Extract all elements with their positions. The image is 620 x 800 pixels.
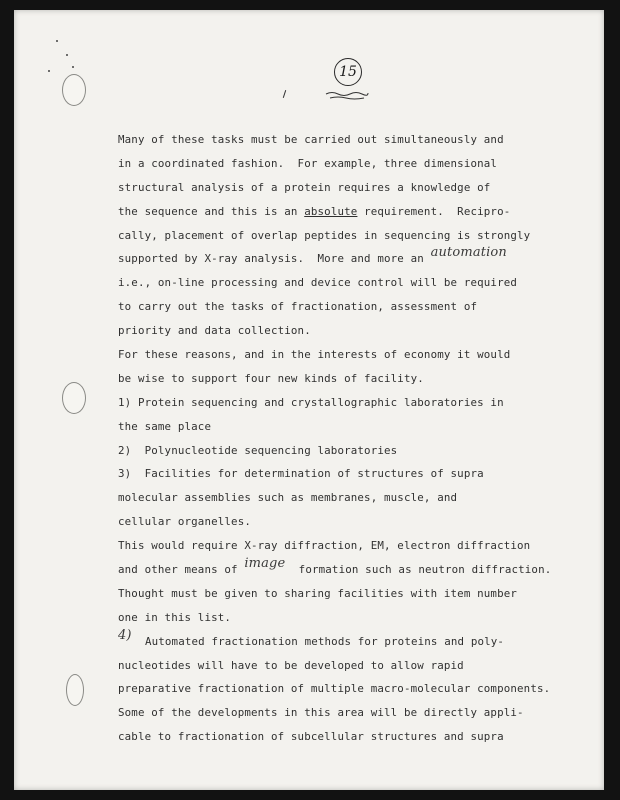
pen-tick (283, 90, 286, 98)
punch-hole-bottom (66, 674, 84, 706)
text-line: molecular assemblies such as membranes, muscle, and (118, 491, 458, 505)
text-segment: and other means of (118, 563, 245, 577)
handwritten-mark (324, 90, 370, 100)
handwritten-insert: image (244, 556, 286, 572)
text-line: the same place (118, 419, 212, 433)
text-line: i.e., on-line processing and device control will be required (118, 276, 518, 290)
handwritten-insert: automation (430, 245, 507, 261)
text-segment: requirement. Recipro- (357, 204, 511, 218)
document-page (14, 10, 604, 790)
text-line: cable to fractionation of subcellular structures and supra (118, 730, 504, 744)
text-segment: formation such as neutron diffraction. (285, 563, 552, 577)
text-line (118, 247, 588, 271)
text-line: priority and data collection. (118, 324, 311, 338)
typed-body-text (118, 128, 588, 749)
text-line: in a coordinated fashion. For example, three dimensional (118, 156, 498, 170)
text-line: For these reasons, and in the interests of economy it would (118, 348, 511, 362)
text-segment: supported by X-ray analysis. More and more an (118, 252, 431, 266)
text-line: 3) Facilities for determination of structures of supra (118, 467, 484, 481)
punch-hole-top (62, 74, 86, 106)
speck (72, 66, 74, 68)
text-line: Some of the developments in this area will be directly appli- (118, 706, 524, 720)
text-segment: the sequence and this is an (118, 204, 305, 218)
text-segment: Automated fractionation methods for proteins and poly- (131, 634, 505, 648)
text-line (118, 200, 588, 224)
text-line: cally, placement of overlap peptides in sequencing is strongly (118, 228, 531, 242)
text-line: This would require X-ray diffraction, EM, electron diffraction (118, 539, 531, 553)
text-line (118, 558, 588, 582)
page-number: 15 (334, 58, 362, 86)
text-line (118, 627, 588, 654)
text-line: structural analysis of a protein requires a knowledge of (118, 180, 491, 194)
text-line: preparative fractionation of multiple macro-molecular components. (118, 682, 551, 696)
text-line: Many of these tasks must be carried out simultaneously and (118, 133, 504, 146)
text-line: 1) Protein sequencing and crystallographic laboratories in (118, 395, 504, 409)
text-line: be wise to support four new kinds of facility. (118, 371, 424, 385)
text-line: Thought must be given to sharing facilities with item number (118, 586, 518, 600)
text-line: to carry out the tasks of fractionation, assessment of (118, 300, 478, 314)
text-line: nucleotides will have to be developed to allow rapid (118, 658, 464, 672)
text-line: one in this list. (118, 610, 232, 624)
text-line: 2) Polynucleotide sequencing laboratories (118, 443, 398, 457)
underlined-word: absolute (304, 204, 358, 218)
handwritten-insert: 4) (118, 627, 132, 643)
speck (66, 54, 68, 56)
speck (48, 70, 50, 72)
speck (56, 40, 58, 42)
punch-hole-middle (62, 382, 86, 414)
text-line: cellular organelles. (118, 515, 252, 529)
